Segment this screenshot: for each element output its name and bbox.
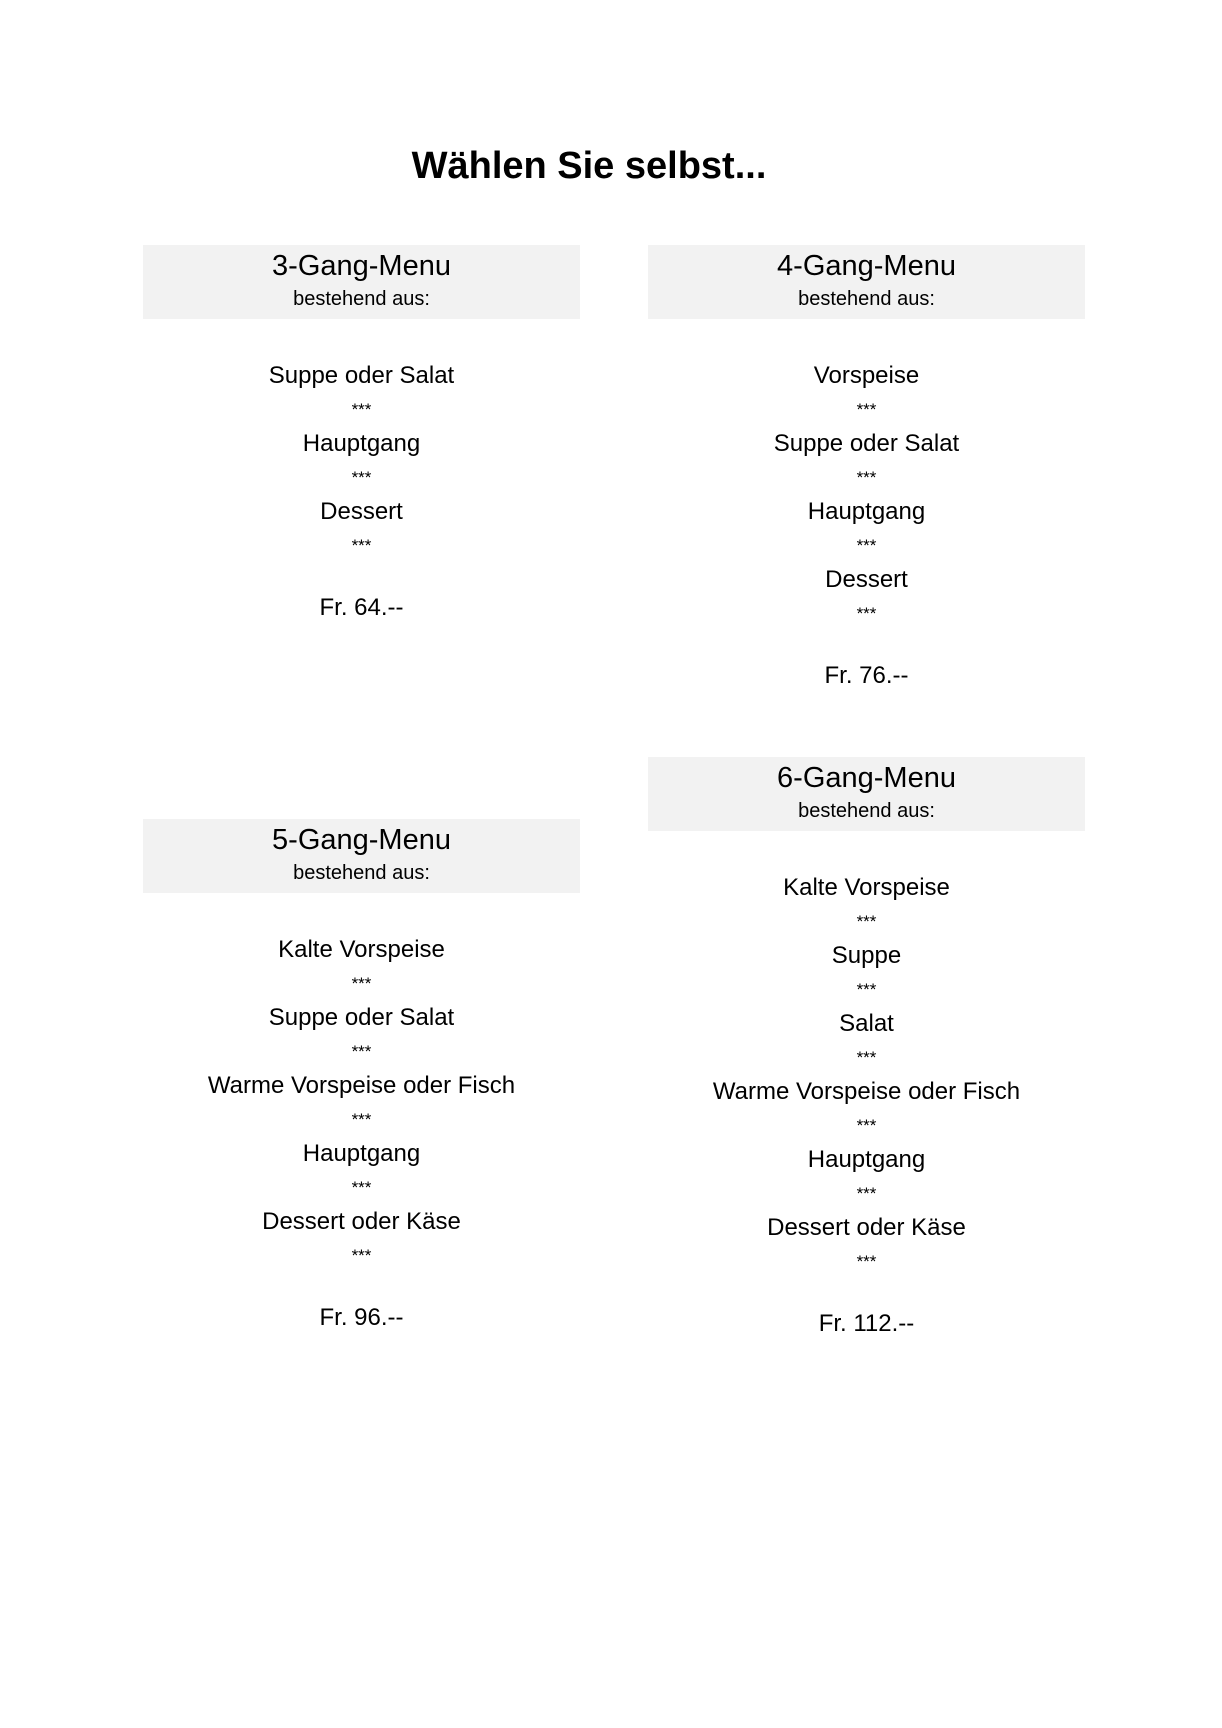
course-item: Salat	[839, 1010, 894, 1037]
course-item: Hauptgang	[302, 430, 421, 457]
course-separator: ***	[351, 468, 372, 487]
menu-6-gang	[648, 757, 1085, 1343]
course-item: Warme Vorspeise oder Fisch	[207, 1072, 516, 1099]
course-item: Vorspeise	[813, 362, 920, 389]
course-item: Kalte Vorspeise	[783, 874, 950, 901]
course-item: Warme Vorspeise oder Fisch	[712, 1078, 1021, 1105]
course-list	[143, 931, 580, 1271]
course-separator: ***	[351, 400, 372, 419]
course-list	[648, 357, 1085, 629]
menu-name: 3-Gang-Menu	[272, 250, 451, 282]
course-separator: ***	[351, 1246, 372, 1265]
course-item: Suppe oder Salat	[268, 1004, 455, 1031]
menu-subtitle: bestehend aus:	[293, 288, 430, 310]
menu-price: Fr. 76.--	[824, 662, 909, 689]
menu-header	[143, 819, 580, 893]
menu-name: 6-Gang-Menu	[777, 762, 956, 794]
menu-price: Fr. 64.--	[319, 594, 404, 621]
course-item: Dessert oder Käse	[767, 1214, 966, 1241]
course-item: Dessert oder Käse	[262, 1208, 461, 1235]
menu-5-gang	[143, 819, 580, 1337]
menu-subtitle: bestehend aus:	[798, 800, 935, 822]
course-item: Kalte Vorspeise	[278, 936, 445, 963]
course-item: Suppe	[831, 942, 902, 969]
course-separator: ***	[856, 400, 877, 419]
menu-subtitle: bestehend aus:	[798, 288, 935, 310]
menu-name: 5-Gang-Menu	[272, 824, 451, 856]
course-separator: ***	[856, 1252, 877, 1271]
course-list	[143, 357, 580, 561]
course-separator: ***	[856, 1048, 877, 1067]
menu-3-gang	[143, 245, 580, 627]
menu-header	[648, 757, 1085, 831]
course-item: Dessert	[320, 498, 403, 525]
menu-4-gang	[648, 245, 1085, 695]
menu-header	[648, 245, 1085, 319]
menu-price: Fr. 96.--	[319, 1304, 404, 1331]
course-separator: ***	[351, 1042, 372, 1061]
course-separator: ***	[856, 604, 877, 623]
menu-header	[143, 245, 580, 319]
menu-subtitle: bestehend aus:	[293, 862, 430, 884]
course-item: Suppe oder Salat	[773, 430, 960, 457]
menu-name: 4-Gang-Menu	[777, 250, 956, 282]
course-separator: ***	[856, 980, 877, 999]
course-separator: ***	[351, 1110, 372, 1129]
menu-price: Fr. 112.--	[818, 1310, 915, 1337]
page-title: Wählen Sie selbst...	[411, 145, 767, 187]
course-separator: ***	[856, 1184, 877, 1203]
course-separator: ***	[351, 536, 372, 555]
course-separator: ***	[856, 912, 877, 931]
course-separator: ***	[856, 468, 877, 487]
course-item: Suppe oder Salat	[268, 362, 455, 389]
course-item: Hauptgang	[302, 1140, 421, 1167]
course-separator: ***	[351, 974, 372, 993]
course-item: Hauptgang	[807, 498, 926, 525]
course-separator: ***	[856, 1116, 877, 1135]
course-separator: ***	[351, 1178, 372, 1197]
course-item: Dessert	[825, 566, 908, 593]
course-item: Hauptgang	[807, 1146, 926, 1173]
course-separator: ***	[856, 536, 877, 555]
course-list	[648, 869, 1085, 1277]
